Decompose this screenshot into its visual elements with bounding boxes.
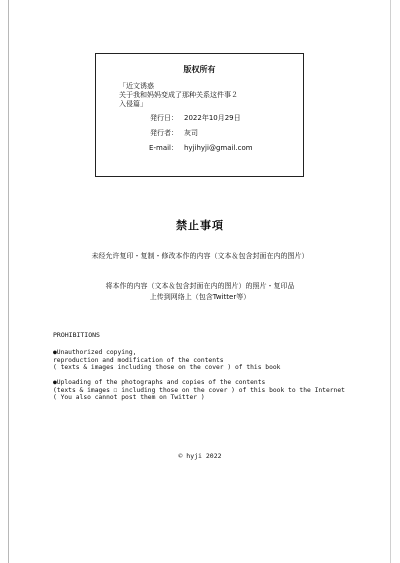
prohibition-line: ( texts & images including those on the cover ) of this book: [53, 364, 281, 372]
colophon-box: [95, 53, 304, 177]
colophon-heading: 版权所有: [183, 65, 216, 74]
prohibition-copying-cn: 未经允许复印・复制・修改本作的内容（文本＆包含封面在内的图片）: [91, 252, 309, 260]
prohibition-upload-cn-2: 上传到网络上（包含Twitter等）: [149, 293, 251, 301]
book-title: [119, 82, 294, 109]
release-date-value: 2022年10月29日: [184, 114, 241, 122]
prohibition-line: ●Uploading of the photographs and copies of the contents: [53, 379, 266, 386]
book-title-line: 入侵篇」: [119, 100, 147, 108]
prohibition-upload-cn: 将本作的内容（文本＆包含封面在内的图片）的照片・复印品: [105, 282, 295, 290]
book-title-line: 关于我和妈妈变成了那种关系这件事２: [119, 91, 238, 99]
publisher-label: 発行者：: [150, 129, 178, 137]
prohibitions-heading-en: PROHIBITIONS: [53, 331, 100, 339]
publisher-row: [134, 128, 198, 138]
copyright-notice: © hyji 2022: [178, 452, 222, 460]
release-date-label: 発行日：: [150, 114, 178, 122]
prohibitions-title: 禁止事項: [176, 219, 224, 232]
prohibition-line: reproduction and modification of the contents: [53, 356, 224, 364]
prohibition-line: (texts & images ☐ including those on the cover ) of this book to the Internet: [53, 386, 345, 394]
prohibition-item-copying-en: [53, 349, 280, 372]
release-date-row: [134, 113, 241, 123]
email-row: [136, 143, 253, 153]
prohibition-line: ●Unauthorized copying,: [53, 349, 137, 356]
prohibition-item-upload-en: [53, 379, 345, 402]
prohibition-line: ( You also cannot post them on Twitter ): [53, 394, 205, 402]
email-value: hyjihyji@gmail.com: [184, 144, 253, 152]
book-title-line: 「近文诱惑: [119, 82, 154, 90]
email-label: E-mail：: [149, 144, 178, 152]
publisher-value: 灰司: [184, 129, 198, 137]
